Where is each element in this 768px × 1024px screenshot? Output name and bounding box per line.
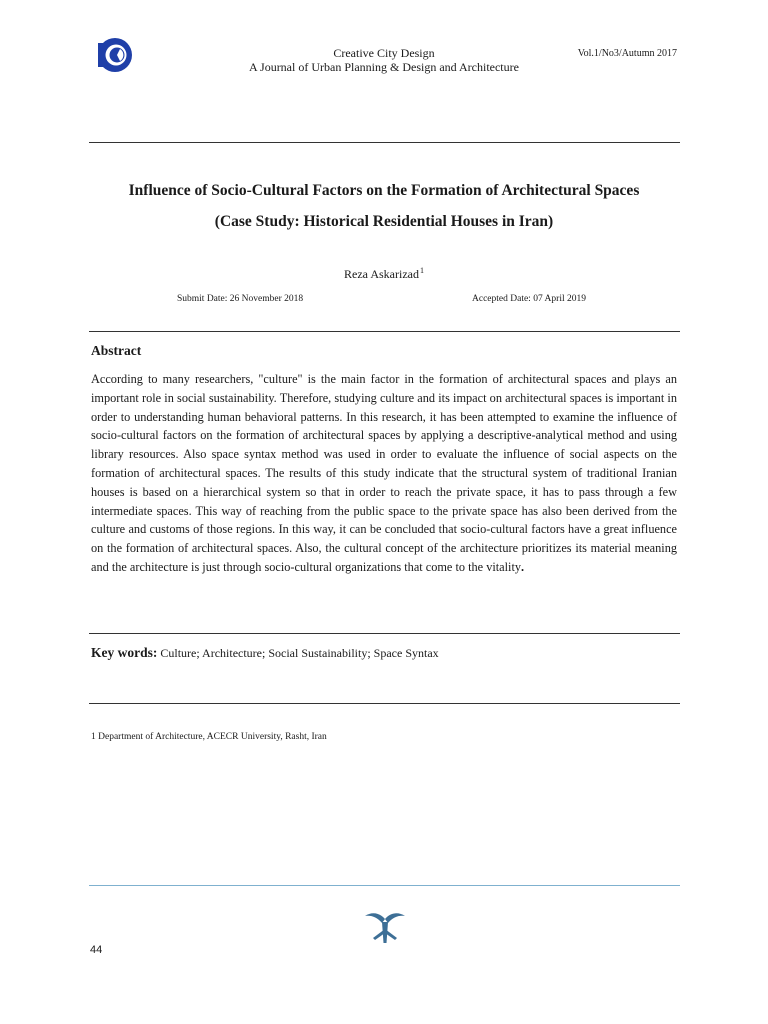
keywords-label: Key words:: [91, 645, 158, 660]
author-affiliation-mark: 1: [419, 266, 424, 275]
author-line: [0, 264, 768, 281]
page-number: 44: [90, 944, 103, 956]
publisher-emblem-icon: [363, 909, 407, 945]
article-title: Influence of Socio-Cultural Factors on the Formation of Architectural Spaces: [128, 182, 640, 199]
abstract-text: According to many researchers, "culture" is the main factor in the formation of architectural spaces and plays an important role in social sustainability. Therefore, studying culture and its impact on architectural spaces is important in order to understanding human behavioral patterns. In this research, it has been attempted to examine the influence of socio-cultural factors on the formation of architectural spaces by applying a descriptive-analytical method and using library resources. Also space syntax method was used in order to evaluate the influence of social aspects on the formation of architectural spaces. The results of this study indicate that the structural system of traditional Iranian houses is based on a hierarchical system so that in order to reach the private space, it has to pass through a few intermediate spaces. This way of reaching from the public space to the private space has also been derived from the culture and customs of those regions. In this way, it can be concluded that socio-cultural factors have a great influence on the formation of architectural spaces. Also, the cultural concept of the architecture prioritizes its material meaning and the architecture is just through socio-cultural organizations that come to the vitality: [91, 372, 677, 574]
volume-info: Vol.1/No3/Autumn 2017: [577, 48, 677, 59]
submit-date: Submit Date: 26 November 2018: [177, 294, 304, 304]
abstract-end-mark: .: [521, 559, 525, 574]
journal-name: Creative City Design: [333, 46, 435, 60]
keywords-bottom-divider: [89, 703, 680, 704]
abstract-heading: Abstract: [91, 343, 142, 358]
article-subtitle: (Case Study: Historical Residential Houses in Iran): [214, 213, 554, 230]
keywords-top-divider: [89, 633, 680, 634]
author-name: Reza Askarizad: [344, 267, 419, 281]
keywords-value: Culture; Architecture; Social Sustainability; Space Syntax: [160, 646, 439, 660]
footer-divider: [89, 885, 680, 886]
accepted-date: Accepted Date: 07 April 2019: [472, 294, 586, 304]
abstract-body: [91, 370, 677, 577]
header-divider: [89, 142, 680, 143]
abstract-top-divider: [89, 331, 680, 332]
journal-subtitle: A Journal of Urban Planning & Design and Architecture: [249, 60, 519, 74]
keywords-line: [91, 645, 439, 661]
affiliation-footnote: 1 Department of Architecture, ACECR University, Rasht, Iran: [91, 732, 327, 742]
